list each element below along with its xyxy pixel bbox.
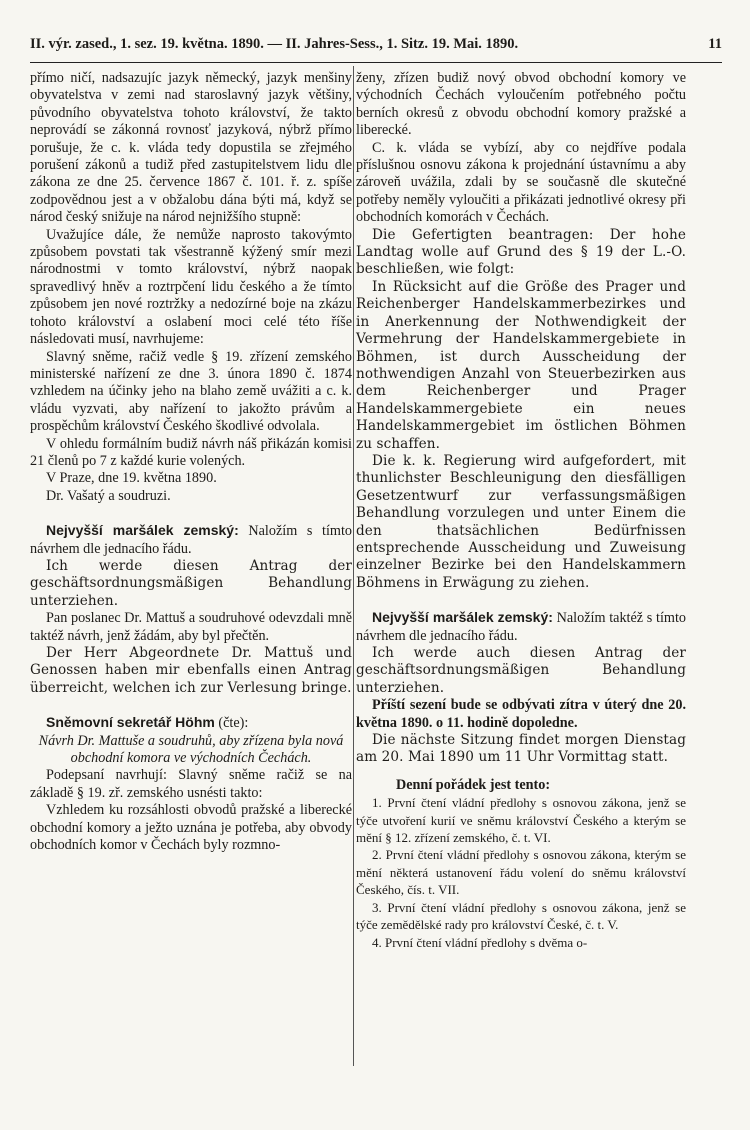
agenda-title: Denní pořádek jest tento:	[396, 776, 551, 793]
paragraph-german: In Rücksicht auf die Größe des Prager und Reichenberger Handelskammerbezirkes und in Anerkennung der Nothwendigkeit der Vermehrung der Handelskammergebiete in Böhmen, ist durch Ausscheidung der nothwendigen Anzahl von Steuerbezirken aus dem Reichenberger und Prager Handelskammergebiete ein neues Handelskammergebiet im östlichen Böhmen zu schaffen.	[356, 278, 686, 452]
paragraph-german: Ich werde auch diesen Antrag der geschäftsordnungsmäßigen Behandlung unterziehen.	[356, 645, 686, 696]
paragraph-german: Der Herr Abgeordnete Dr. Mattuš und Genossen haben mir ebenfalls einen Antrag überreicht, welchen ich zur Verlesung bringe.	[30, 645, 352, 696]
paragraph: Pan poslanec Dr. Mattuš a soudruhové odevzdali mně taktéž návrh, jenž žádám, aby byl přečtěn.	[30, 610, 352, 644]
paragraph-german: Die k. k. Regierung wird aufgefordert, mit thunlichster Beschleunigung den diesfälligen Gesetzentwurf zur verfassungsmäßigen Behandlung vorzulegen und unter Einem die den thatsächlichen Bedürfnissen entsprechende Ausscheidung und Zuweisung einzelner Bezirke bei den Handelskammern Böhmens in Erwägung zu ziehen.	[356, 452, 686, 591]
paragraph: přímo ničí, nadsazujíc jazyk německý, jazyk menšiny obyvatelstva v zemi nad staroslavný jazyk většiny, původního obyvatelstva tohoto království, že takto neprovádí se zákonná rovnosť jazyková, nýbrž přímo porušuje, že c. k. vláda tedy dopustila se zřejmého porušení zákonů a tudiž před zastupitelstvem lidu dle zákona ze dne 25. července 1867 č. 101. ř. z. spíše zodpovědnou jest a v obžalobu dána býti má, když se národ český snižuje na národ nejnižšího stupně:	[30, 70, 352, 226]
paragraph-german: Die nächste Sitzung findet morgen Dienstag am 20. Mai 1890 um 11 Uhr Vormittag statt.	[356, 732, 686, 766]
agenda-item: 1. První čtení vládní předlohy s osnovou zákona, jenž se týče utvoření kurií ve sněmu království Českého a kterým se mění § 12. zřízení zemského, č. t. VI.	[356, 795, 686, 846]
page-header	[30, 36, 722, 53]
paragraph-german: Die Gefertigten beantragen: Der hohe Landtag wolle auf Grund des § 19 der L.-O. beschließen, wie folgt:	[356, 226, 686, 278]
right-column	[356, 70, 686, 951]
page-number: 11	[708, 36, 722, 52]
signature-place-date: V Praze, dne 19. května 1890.	[46, 470, 217, 487]
column-divider	[353, 66, 354, 1066]
paragraph: V ohledu formálním budiž návrh náš přikázán komisi 21 členů po 7 z každé kurie volených.	[30, 435, 352, 469]
agenda-list	[356, 794, 686, 951]
paragraph: Uvažujíce dále, že nemůže naprosto takovýmto způsobem povstati tak všestranně kýžený smír mezi národnostmi v tomto království, nýbrž naopak spravedlivý hněv a roztrpčení lidu českého a že tímto způsobem jen nové roztržky a nedozírné boje na zkázu tohoto království a oslabení moci celé této říše následovati musí, navrhujeme:	[30, 226, 352, 348]
agenda-item: 3. První čtení vládní předlohy s osnovou zákona, jenž se týče zemědělské rady pro království České, č. t. V.	[356, 899, 686, 933]
speaker-note: (čte):	[218, 715, 249, 732]
motion-title: Návrh Dr. Mattuše a soudruhů, aby zřízena byla nová obchodní komora ve východních Čechách.	[38, 732, 344, 767]
agenda-item: 2. První čtení vládní předlohy s osnovou zákona, kterým se mění některá ustanovení řádu volení do sněmu království Českého, čís. t. VII.	[356, 847, 686, 898]
paragraph: Podepsaní navrhují: Slavný sněme račiž se na základě § 19. zř. zemského usnésti takto:	[30, 767, 352, 801]
paragraph-german: Ich werde diesen Antrag der geschäftsordnungsmäßigen Behandlung unterziehen.	[30, 557, 352, 609]
speaker-name: Nejvyšší maršálek zemský:	[46, 522, 239, 539]
signature-names: Dr. Vašatý a soudruzi.	[46, 487, 171, 504]
speaker-name: Nejvyšší maršálek zemský:	[372, 609, 553, 626]
running-head: II. výr. zased., 1. sez. 19. května. 1890. — II. Jahres-Sess., 1. Sitz. 19. Mai. 1890.	[30, 36, 519, 52]
speaker-text: Naložím taktéž s tímto návrhem dle jednacího řádu.	[356, 610, 686, 644]
paragraph: Vzhledem ku rozsáhlosti obvodů pražské a liberecké obchodní komory a ježto uznána je potřeba, aby obvody obchodních komor v Čechách byly rozmno-	[30, 802, 352, 854]
agenda-item: 4. První čtení vládní předlohy s dvěma o-	[372, 934, 588, 950]
speaker-text: Naložím s tímto návrhem dle jednacího řádu.	[30, 523, 352, 557]
header-rule	[30, 62, 722, 63]
paragraph: ženy, zřízen budiž nový obvod obchodní komory ve východních Čechách vyloučením potřebného počtu berních okresů z obvodu obchodní komory pražské a liberecké.	[356, 70, 686, 139]
paragraph: Slavný sněme, račiž vedle § 19. zřízení zemského ministerské nařízení ze dne 3. února 1890 č. 1874 vzhledem na účinky jeho na blaho země uvážiti a c. k. vládu vyzvati, aby nařízení to jakožto právům a prospěchům království Českého škodlivé odvolala.	[30, 348, 352, 435]
paragraph-announcement: Příští sezení bude se odbývati zítra v úterý dne 20. května 1890. o 11. hodině dopoledne.	[356, 697, 686, 731]
left-column	[30, 70, 352, 854]
speaker-name: Sněmovní sekretář Höhm	[46, 714, 215, 731]
paragraph: C. k. vláda se vybízí, aby co nejdříve podala příslušnou osnovu zákona k projednání ústavnímu a aby zároveň uvážila, zdali by se současně dle skutečné potřeby neměly vyloučiti a přikázati jednotlivé okresy při obchodních komorách v Čechách.	[356, 139, 686, 226]
